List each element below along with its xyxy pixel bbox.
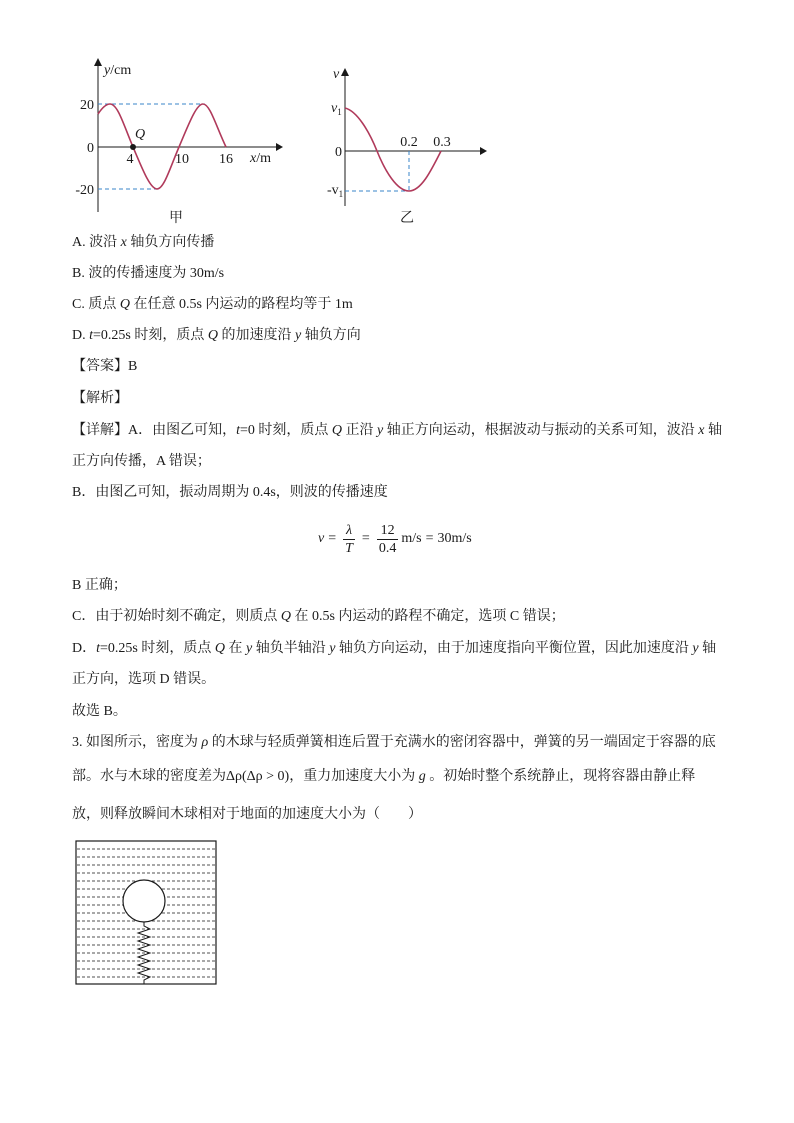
detail-d-line2: 正方向，选项 D 错误。	[72, 672, 216, 687]
y-axis-arrow	[94, 58, 102, 66]
conclusion-line: 故选 B。	[72, 704, 127, 719]
point-q-label: Q	[135, 127, 146, 142]
detail-c-line: C．由于初始时刻不确定，则质点 Q 在 0.5s 内运动的路程不确定，选项 C 错误；	[72, 609, 565, 624]
container-figure	[75, 840, 217, 986]
wooden-ball	[123, 880, 165, 922]
v-top-label: $v_1$	[331, 101, 342, 117]
q3-line3: 放，则释放瞬间木球相对于地面的加速度大小为（ ）	[72, 807, 422, 822]
point-q-marker	[130, 144, 136, 150]
velocity-formula: v = $\frac{\lambda}{T}$ = $\frac{12}{0.4}$ m/s = 30m/s	[318, 522, 472, 556]
answer-line	[72, 357, 137, 377]
vibration-graph-yi	[325, 56, 495, 226]
y-tick-0: 0	[87, 141, 94, 156]
q3-line2: 部。水与木球的密度差为Δρ(Δρ > 0)，重力加速度大小为 g 。初始时整个系统静止，现将容器由静止释	[72, 769, 696, 784]
fraction-lambda-t: $\frac{\lambda}{T}$	[345, 522, 353, 556]
option-b: B. 波的传播速度为 30m/s	[72, 266, 225, 281]
y-tick-neg20: -20	[75, 183, 94, 198]
x-tick-16: 16	[219, 152, 233, 167]
fraction-12-0.4: $\frac{12}{0.4}$	[378, 522, 397, 556]
analysis-label: 【解析】	[72, 391, 128, 406]
option-c: C. 质点 Q 在任意 0.5s 内运动的路程均等于 1m	[72, 297, 353, 312]
answer-value: B	[128, 359, 138, 374]
t-tick-0.2: 0.2	[400, 135, 418, 150]
v-axis-arrow	[341, 68, 349, 76]
option-a: A. 波沿 x 轴负方向传播	[72, 235, 215, 250]
q3-line1: 3. 如图所示，密度为 ρ 的木球与轻质弹簧相连后置于充满水的密闭容器中，弹簧的另一端固定于容器的底	[72, 735, 716, 750]
option-d: D. t=0.25s 时刻，质点 Q 的加速度沿 y 轴负方向	[72, 328, 361, 343]
caption-jia: 甲	[169, 211, 183, 226]
detail-d-line1: D．t=0.25s 时刻，质点 Q 在 y 轴负半轴沿 y 轴负方向运动，由于加速度指向平衡位置，因此加速度沿 y 轴	[72, 641, 717, 656]
v-axis-label: v	[333, 67, 340, 82]
t-tick-0.3: 0.3	[433, 135, 451, 150]
caption-yi: 乙	[400, 211, 414, 226]
answer-label: 【答案】	[72, 359, 128, 374]
x-axis-label: x/m	[250, 151, 271, 166]
vibration-curve	[345, 108, 441, 191]
x-tick-10: 10	[175, 152, 189, 167]
x-tick-4: 4	[126, 152, 134, 167]
detail-a-line2: 正方向传播，A 错误；	[72, 454, 211, 469]
t-axis-arrow	[480, 147, 487, 155]
v-bottom-label: $-v_1$	[327, 183, 344, 199]
detail-b-line1: B．由图乙可知，振动周期为 0.4s，则波的传播速度	[72, 485, 388, 500]
detail-b-line2: B 正确；	[72, 578, 127, 593]
y-axis-label: y/cm	[104, 63, 132, 78]
y-tick-20: 20	[80, 98, 94, 113]
x-axis-arrow	[276, 143, 283, 151]
wave-graph-jia	[75, 56, 280, 226]
detail-a-line1: 【详解】A．由图乙可知，t=0 时刻，质点 Q 正沿 y 轴正方向运动，根据波动与振动的关系可知，波沿 x 轴	[72, 423, 722, 438]
origin-label: 0	[335, 145, 342, 160]
